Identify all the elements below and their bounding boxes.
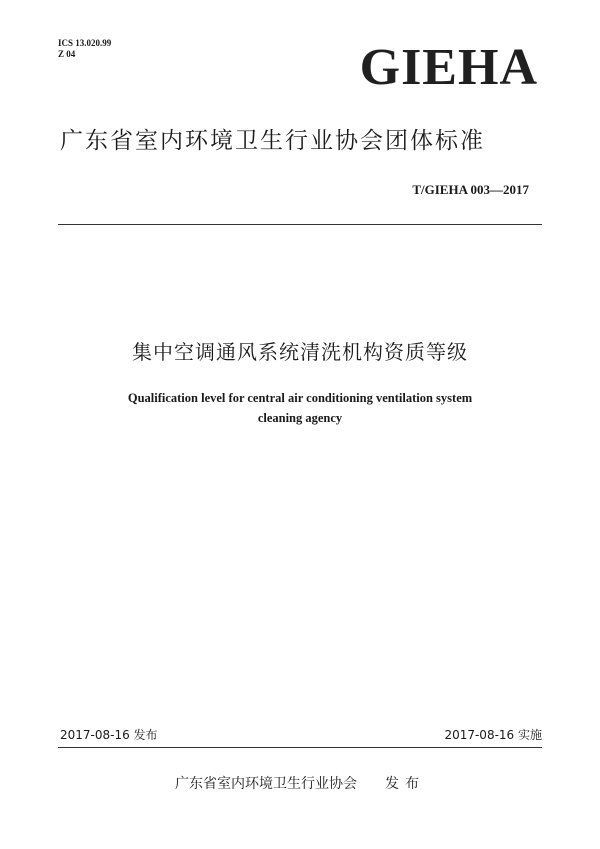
implementation-date: 2017-08-16 实施 xyxy=(444,728,542,742)
standard-code: T/GIEHA 003—2017 xyxy=(412,182,529,197)
brand-logo-text: GIEHA xyxy=(359,39,538,96)
classification-codes xyxy=(58,38,111,60)
publisher-action: 发布 xyxy=(385,776,425,792)
bottom-divider xyxy=(58,747,542,748)
document-title-en xyxy=(0,388,600,428)
issue-date: 2017-08-16 发布 xyxy=(60,728,158,742)
document-title-en-line1: Qualification level for central air conditioning ventilation system xyxy=(127,391,473,405)
publisher-name: 广东省室内环境卫生行业协会 xyxy=(175,776,357,792)
ics-code: ICS 13.020.99 xyxy=(58,38,112,48)
publisher-line xyxy=(0,773,600,793)
ccs-code: Z 04 xyxy=(58,49,76,59)
association-title: 广东省室内环境卫生行业协会团体标准 xyxy=(60,128,485,154)
top-divider xyxy=(58,224,542,225)
document-title-en-line2: cleaning agency xyxy=(257,411,343,425)
document-title-cn: 集中空调通风系统清洗机构资质等级 xyxy=(132,340,468,364)
